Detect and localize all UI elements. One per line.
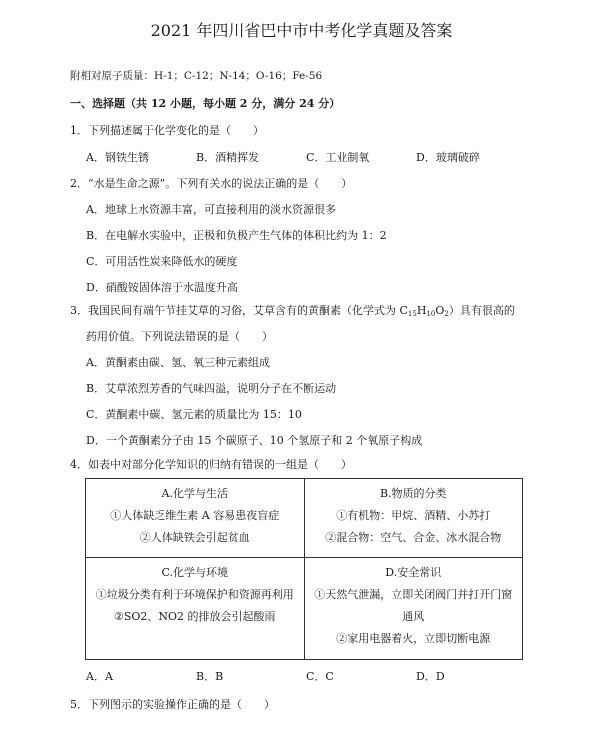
cell-d-item-1: ①天然气泄漏，立即关闭阀门并打开门窗 [314,587,513,601]
cell-b-item-1: ①有机物：甲烷、酒精、小苏打 [336,509,491,522]
question-4-option-d: D．D [416,670,445,683]
cell-d-item-2: ②家用电器着火，立即切断电源 [336,631,491,645]
question-4-option-c: C．C [306,670,334,683]
question-3-stem-part2: ）具有很高的 [448,304,515,317]
atomic-masses-note: 附相对原子质量：H-1；C-12；N-14；O-16；Fe-56 [70,70,323,82]
question-1-option-a: A．钢铁生锈 [86,151,149,164]
formula-subscript-c: 15 [407,310,417,318]
question-1-options [86,149,526,165]
question-3-option-c: C．黄酮素中碳、氢元素的质量比为 15：10 [86,408,302,421]
question-3-option-a: A．黄酮素由碳、氢、氧三种元素组成 [86,356,270,369]
question-1-stem: 1．下列描述属于化学变化的是（ ） [70,124,264,137]
section-heading: 一、选择题（共 12 小题，每小题 2 分，满分 24 分） [70,97,341,110]
question-2-option-c: C．可用活性炭来降低水的硬度 [86,255,238,268]
question-2-option-d: D．硝酸铵固体溶于水温度升高 [86,281,238,294]
formula-subscript-h: 10 [426,310,436,318]
question-4-options [86,668,526,684]
question-4-stem: 4．如表中对部分化学知识的归纳有错误的一组是（ ） [70,458,352,471]
cell-a-item-2: ②人体缺铁会引起贫血 [139,531,250,544]
question-4-option-a: A．A [86,670,113,683]
knowledge-summary-table [85,478,523,660]
table-cell-b [304,479,523,558]
cell-b-item-2: ②混合物：空气、合金、冰水混合物 [325,531,502,544]
table-row [86,479,523,558]
cell-c-item-2: ②SO2、NO2 的排放会引起酸雨 [113,609,276,623]
cell-c-item-1: ①垃圾分类有利于环境保护和资源再利用 [95,587,294,601]
table-cell-c [86,557,305,659]
cell-b-heading: B.物质的分类 [379,487,447,500]
table-cell-d [304,557,523,659]
cell-a-heading: A.化学与生活 [161,487,228,500]
question-4-option-b: B．B [196,670,224,683]
question-3-stem-part1: 3．我国民间有端午节挂艾草的习俗，艾草含有的黄酮素（化学式为 C [70,304,408,317]
formula-subscript-o: 2 [444,310,449,318]
cell-c-heading: C.化学与环境 [161,565,229,579]
question-2-option-b: B．在电解水实验中，正极和负极产生气体的体积比约为 1：2 [86,229,387,242]
question-1-option-c: C．工业制氧 [306,151,370,164]
table-cell-a [86,479,305,558]
question-3-stem [70,302,515,318]
page-title: 2021 年四川省巴中市中考化学真题及答案 [150,21,453,40]
question-1-option-b: B．酒精挥发 [196,151,260,164]
question-3-stem-line2: 药用价值。下列说法错误的是（ ） [86,330,273,343]
question-3-option-d: D．一个黄酮素分子由 15 个碳原子、10 个氢原子和 2 个氧原子构成 [86,434,423,447]
question-5-stem: 5．下列图示的实验操作正确的是（ ） [70,698,275,711]
formula-h: H [416,304,427,317]
cell-d-heading: D.安全常识 [385,565,442,579]
question-2-stem: 2．“水是生命之源”。下列有关水的说法正确的是（ ） [70,177,353,190]
question-1-option-d: D．玻璃破碎 [416,151,480,164]
formula-o: O [435,304,445,317]
cell-a-item-1: ①人体缺乏维生素 A 容易患夜盲症 [110,509,280,522]
table-row [86,557,523,659]
question-3-option-b: B．艾草浓烈芳香的气味四溢，说明分子在不断运动 [86,382,337,395]
cell-d-item-1-cont: 通风 [402,609,425,623]
question-2-option-a: A．地球上水资源丰富，可直接利用的淡水资源很多 [86,203,336,216]
